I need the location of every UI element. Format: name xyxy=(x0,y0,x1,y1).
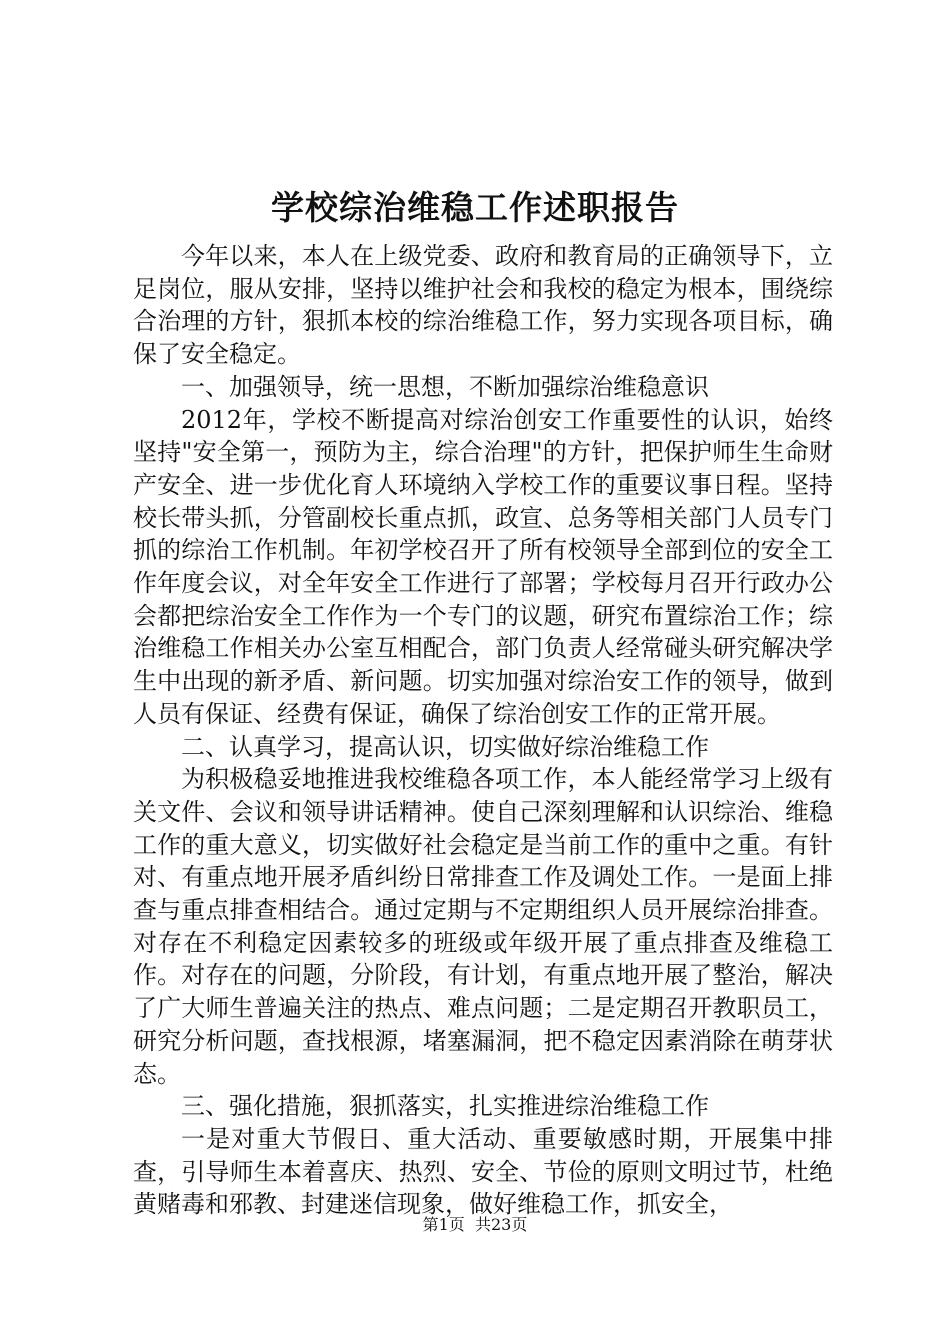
paragraph-section-2: 为积极稳妥地推进我校维稳各项工作，本人能经常学习上级有关文件、会议和领导讲话精神。使自己深刻理解和认识综治、维稳工作的重大意义，切实做好社会稳定是当前工作的重中之重。有针对、有重点地开展矛盾纠纷日常排查工作及调处工作。一是面上排查与重点排查相结合。通过定期与不定期组织人员开展综治排查。对存在不利稳定因素较多的班级或年级开展了重点排查及维稳工作。对存在的问题，分阶段，有计划，有重点地开展了整治，解决了广大师生普遍关注的热点、难点问题；二是定期召开教职员工，研究分析问题，查找根源，堵塞漏洞，把不稳定因素消除在萌芽状态。 xyxy=(133,765,833,1088)
section-heading-2: 二、认真学习，提高认识，切实做好综治维稳工作 xyxy=(181,732,709,761)
section-heading-1: 一、加强领导，统一思想，不断加强综治维稳意识 xyxy=(181,372,709,401)
paragraph-section-3: 一是对重大节假日、重大活动、重要敏感时期，开展集中排查，引导师生本着喜庆、热烈、安全、节俭的原则文明过节，杜绝黄赌毒和邪教、封建迷信现象，做好维稳工作，抓安全， xyxy=(133,1124,833,1219)
page-number: 第1页 xyxy=(422,1215,465,1234)
paragraph-section-1: 2012年，学校不断提高对综治创安工作重要性的认识，始终坚持"安全第一，预防为主，综合治理"的方针，把保护师生生命财产安全、进一步优化育人环境纳入学校工作的重要议事日程。坚持校长带头抓，分管副校长重点抓，政宣、总务等相关部门人员专门抓的综治工作机制。年初学校召开了所有校领导全部到位的安全工作年度会议，对全年安全工作进行了部署；学校每月召开行政办公会都把综治安全工作作为一个专门的议题，研究布置综治工作；综治维稳工作相关办公室互相配合，部门负责人经常碰头研究解决学生中出现的新矛盾、新问题。切实加强对综治安工作的领导，做到人员有保证、经费有保证，确保了综治创安工作的正常开展。 xyxy=(133,405,833,728)
document-body xyxy=(133,240,833,1221)
page-total: 共23页 xyxy=(474,1215,528,1234)
section-heading-3: 三、强化措施，狠抓落实，扎实推进综治维稳工作 xyxy=(181,1092,709,1121)
page-footer xyxy=(0,1214,950,1236)
paragraph-intro: 今年以来，本人在上级党委、政府和教育局的正确领导下，立足岗位，服从安排，坚持以维护社会和我校的稳定为根本，围绕综合治理的方针，狠抓本校的综治维稳工作，努力实现各项目标，确保了安全稳定。 xyxy=(133,242,833,369)
document-title: 学校综治维稳工作述职报告 xyxy=(271,188,679,227)
